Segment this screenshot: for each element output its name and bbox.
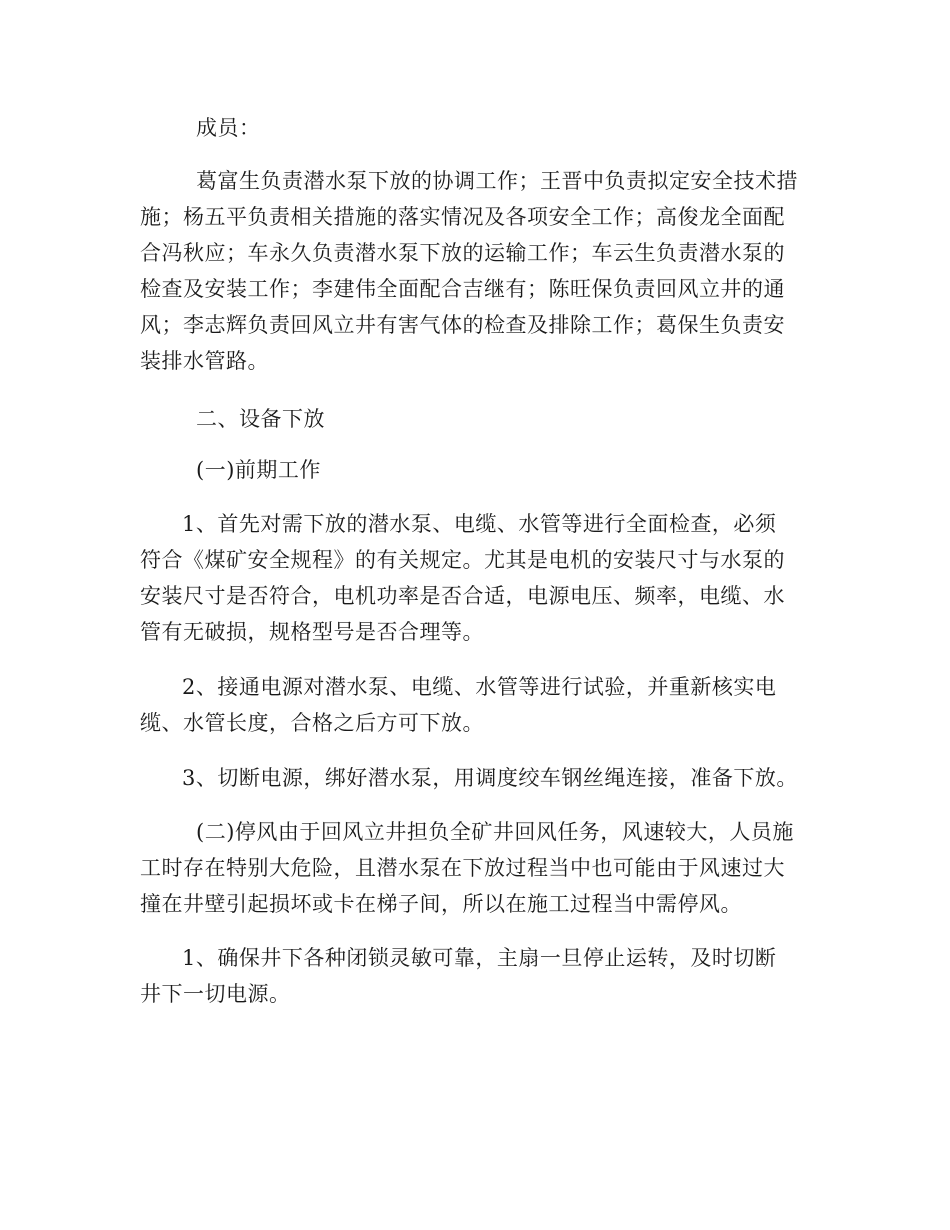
paragraph-line: 3、切断电源，绑好潜水泵，用调度绞车钢丝绳连接，准备下放。 xyxy=(182,766,798,790)
paragraph-line: 缆、水管长度，合格之后方可下放。 xyxy=(140,711,484,735)
paragraph-line: 2、接通电源对潜水泵、电缆、水管等进行试验，并重新核实电 xyxy=(182,675,777,699)
members-paragraph xyxy=(140,163,810,379)
paragraph-line: 装排水管路。 xyxy=(140,349,269,373)
members-heading-text: 成员： xyxy=(196,116,261,140)
section-heading-text: 二、设备下放 xyxy=(196,407,325,431)
paragraph-line: 1、首先对需下放的潜水泵、电缆、水管等进行全面检查，必须 xyxy=(182,512,777,536)
paragraph-line: 井下一切电源。 xyxy=(140,982,291,1006)
paragraph-line: 安装尺寸是否符合，电机功率是否合适，电源电压、频率，电缆、水 xyxy=(140,584,785,608)
paragraph-line: 符合《煤矿安全规程》的有关规定。尤其是电机的安装尺寸与水泵的 xyxy=(140,548,785,572)
paragraph-line: 葛富生负责潜水泵下放的协调工作；王晋中负责拟定安全技术措 xyxy=(196,169,798,193)
subsection-heading xyxy=(140,452,810,488)
paragraph-line: 1、确保井下各种闭锁灵敏可靠，主扇一旦停止运转，及时切断 xyxy=(182,946,777,970)
subsection-2-paragraph xyxy=(140,814,810,922)
members-heading xyxy=(140,110,810,146)
item-3-paragraph xyxy=(140,760,810,796)
paragraph-line: 施；杨五平负责相关措施的落实情况及各项安全工作；高俊龙全面配 xyxy=(140,205,785,229)
paragraph-line: 管有无破损，规格型号是否合理等。 xyxy=(140,620,484,644)
item-1-paragraph xyxy=(140,506,810,650)
item-2-paragraph xyxy=(140,669,810,741)
paragraph-line: 风；李志辉负责回风立井有害气体的检查及排除工作；葛保生负责安 xyxy=(140,313,785,337)
paragraph-line: 工时存在特别大危险，且潜水泵在下放过程当中也可能由于风速过大 xyxy=(140,856,785,880)
paragraph-line: 检查及安装工作；李建伟全面配合吉继有；陈旺保负责回风立井的通 xyxy=(140,277,785,301)
paragraph-line: 撞在井壁引起损坏或卡在梯子间，所以在施工过程当中需停风。 xyxy=(140,892,742,916)
paragraph-line: 合冯秋应；车永久负责潜水泵下放的运输工作；车云生负责潜水泵的 xyxy=(140,241,785,265)
subsection-heading-text: (一)前期工作 xyxy=(196,458,321,482)
section-heading xyxy=(140,401,810,437)
paragraph-line: (二)停风由于回风立井担负全矿井回风任务，风速较大，人员施 xyxy=(196,820,794,844)
item-4-paragraph xyxy=(140,940,810,1012)
